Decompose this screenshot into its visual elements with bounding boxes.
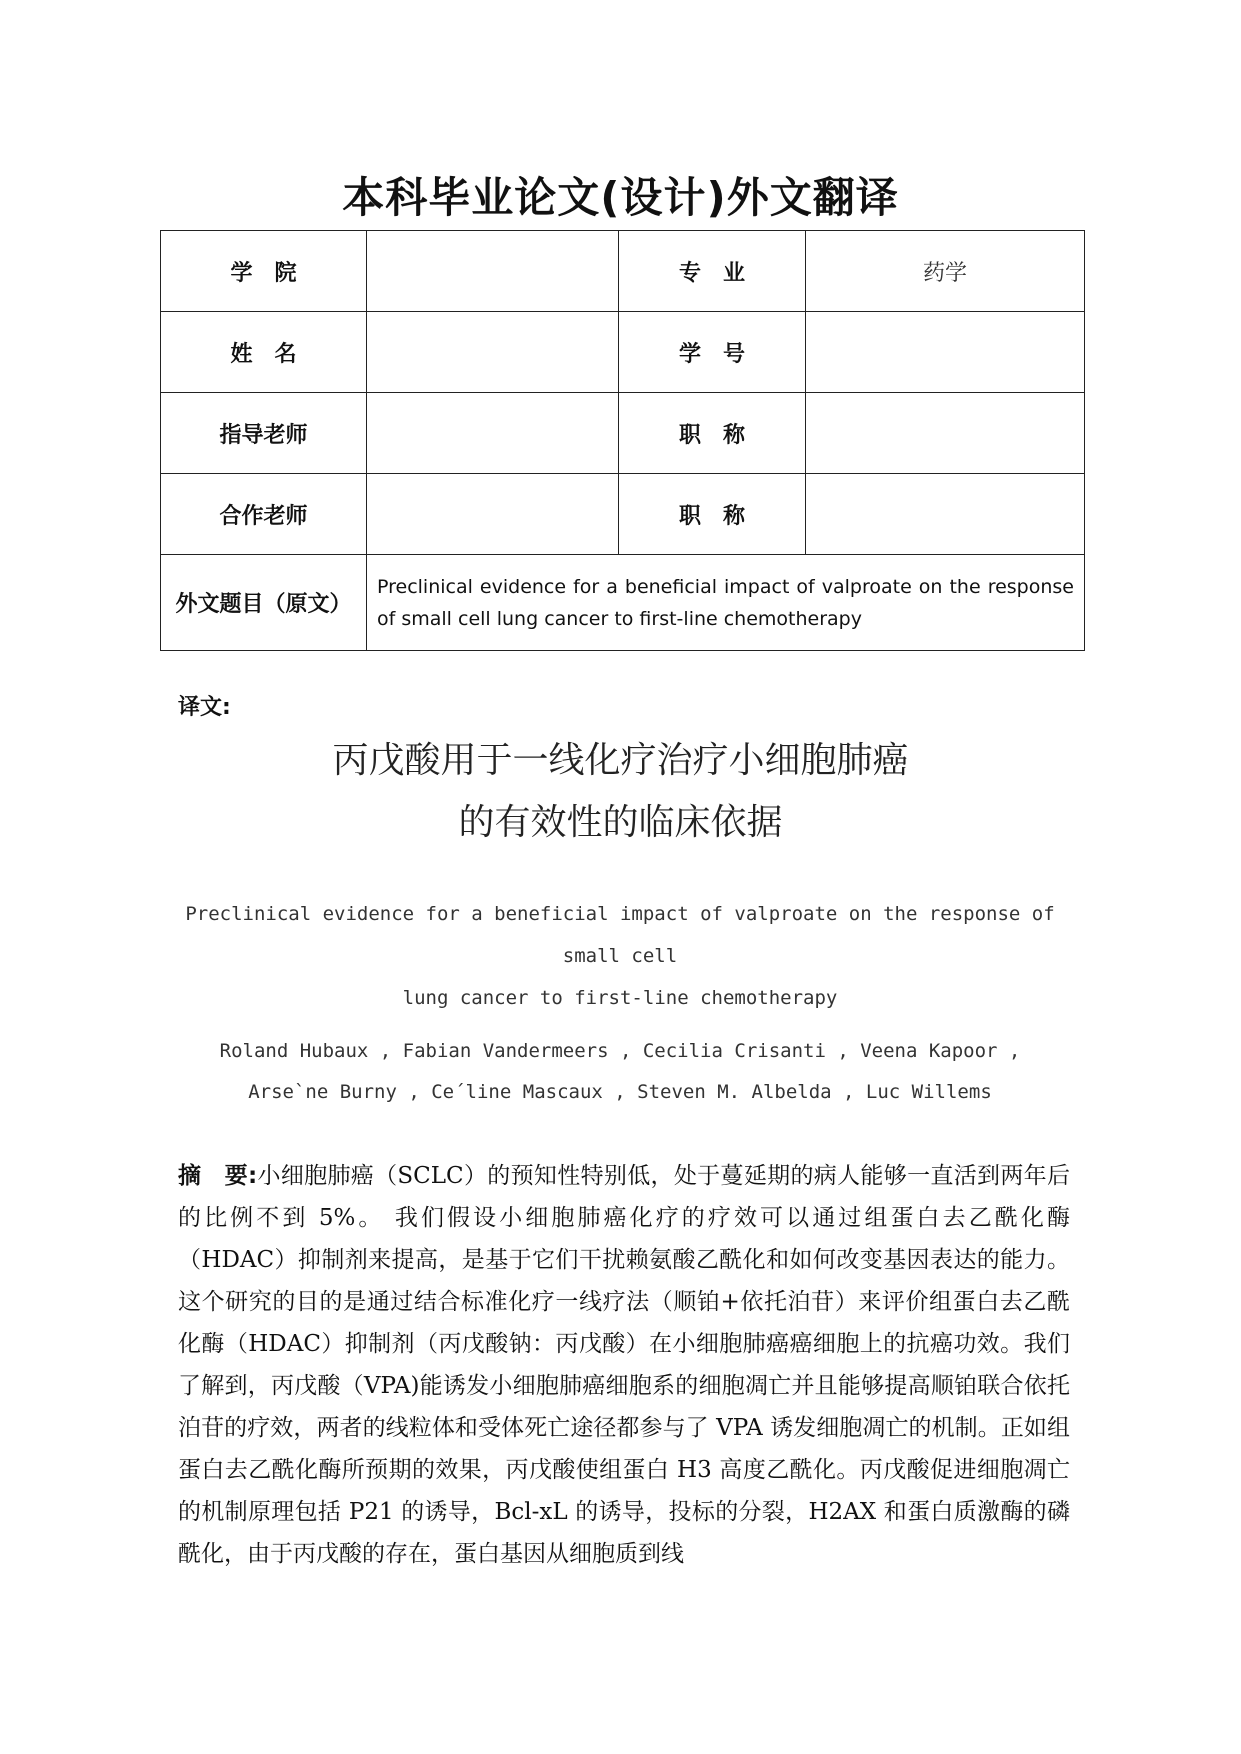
name-value [367,312,619,393]
coadvisor-label: 合作老师 [161,474,367,555]
major-value: 药学 [806,231,1085,312]
translation-label: 译文: [178,695,231,720]
table-row [161,474,1085,555]
major-label: 专 业 [619,231,806,312]
abstract-text: 小细胞肺癌（SCLC）的预知性特别低，处于蔓延期的病人能够一直活到两年后的比例不到 5%。 我们假设小细胞肺癌化疗的疗效可以通过组蛋白去乙酰化酶（HDAC）抑制剂来提高，是基于它们干扰赖氨酸乙酰化和如何改变基因表达的能力。这个研究的目的是通过结合标准化疗一线疗法（顺铂+依托泊苷）来评价组蛋白去乙酰化酶（HDAC）抑制剂（丙戊酸钠：丙戊酸）在小细胞肺癌癌细胞上的抗癌功效。我们了解到，丙戊酸（VPA)能诱发小细胞肺癌细胞系的细胞凋亡并且能够提高顺铂联合依托泊苷的疗效，两者的线粒体和受体死亡途径都参与了 VPA 诱发细胞凋亡的机制。正如组蛋白去乙酰化酶所预期的效果，丙戊酸使组蛋白 H3 高度乙酰化。丙戊酸促进细胞凋亡的机制原理包括 P21 的诱导，Bcl-xL 的诱导，投标的分裂，H2AX 和蛋白质激酶的磷酰化，由于丙戊酸的存在，蛋白基因从细胞质到线 [178,1163,1070,1567]
chinese-title-line: 的有效性的临床依据 [458,802,783,843]
coadvisor-title-value [806,474,1085,555]
english-title-line: Preclinical evidence for a beneficial impact of valproate on the response of small cell [185,903,1055,967]
english-title [170,893,1070,1019]
foreign-title-label: 外文题目（原文） [161,555,367,651]
advisor-title-label: 职 称 [619,393,806,474]
table-row [161,393,1085,474]
english-title-line: lung cancer to first-line chemotherapy [402,987,838,1009]
chinese-title-line: 丙戊酸用于一线化疗治疗小细胞肺癌 [332,740,909,781]
table-row [161,312,1085,393]
author-list [170,1031,1070,1113]
coadvisor-value [367,474,619,555]
info-table [160,230,1085,651]
foreign-title-value: Preclinical evidence for a beneficial impact of valproate on the response of small cell lung cancer to first-line chemotherapy [367,555,1085,651]
student-id-value [806,312,1085,393]
abstract [178,1155,1070,1575]
coadvisor-title-label: 职 称 [619,474,806,555]
college-label: 学 院 [161,231,367,312]
advisor-value [367,393,619,474]
college-value [367,231,619,312]
advisor-label: 指导老师 [161,393,367,474]
document-title: 本科毕业论文(设计)外文翻译 [342,173,899,222]
chinese-title [0,730,1241,854]
table-row [161,555,1085,651]
advisor-title-value [806,393,1085,474]
table-row [161,231,1085,312]
author-line: Arse`ne Burny , Ce´line Mascaux , Steven M. Albelda , Luc Willems [248,1081,992,1103]
student-id-label: 学 号 [619,312,806,393]
author-line: Roland Hubaux , Fabian Vandermeers , Cecilia Crisanti , Veena Kapoor , [219,1040,1021,1062]
name-label: 姓 名 [161,312,367,393]
abstract-label: 摘 要: [178,1163,258,1189]
